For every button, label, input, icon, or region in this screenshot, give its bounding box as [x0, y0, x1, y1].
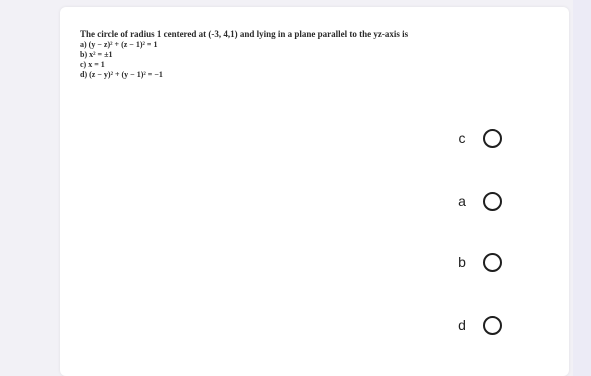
answer-choice-a[interactable]: [455, 186, 555, 216]
answer-choice-b[interactable]: [455, 247, 555, 277]
answer-choice-c[interactable]: [455, 123, 555, 153]
option-b-text: x² = ±1: [89, 50, 113, 59]
radio-button-icon[interactable]: [483, 316, 502, 335]
answer-choice-label: b: [458, 254, 466, 270]
option-c-text: x = 1: [88, 60, 105, 69]
radio-button-icon[interactable]: [483, 192, 502, 211]
radio-button-icon[interactable]: [483, 253, 502, 272]
option-a: [80, 40, 408, 50]
question-block: [80, 28, 408, 80]
option-c-prefix: c): [80, 60, 87, 69]
answer-choice-label: d: [458, 317, 466, 333]
option-c: [80, 60, 408, 70]
answer-choice-label: a: [458, 193, 466, 209]
radio-button-icon[interactable]: [483, 129, 502, 148]
answer-choice-label: c: [458, 130, 466, 146]
option-b: [80, 50, 408, 60]
question-title: The circle of radius 1 centered at (-3, 4,1) and lying in a plane parallel to the yz-axis is: [80, 29, 409, 39]
right-scroll-area: [573, 0, 591, 376]
option-a-prefix: a): [80, 40, 87, 49]
option-d-prefix: d): [80, 70, 88, 79]
option-a-text: (y − z)² + (z − 1)² = 1: [88, 40, 158, 49]
answer-choice-d[interactable]: [455, 310, 555, 340]
option-b-prefix: b): [80, 50, 88, 59]
option-d: [80, 70, 408, 80]
option-d-text: (z − y)² + (y − 1)² = −1: [89, 70, 163, 79]
